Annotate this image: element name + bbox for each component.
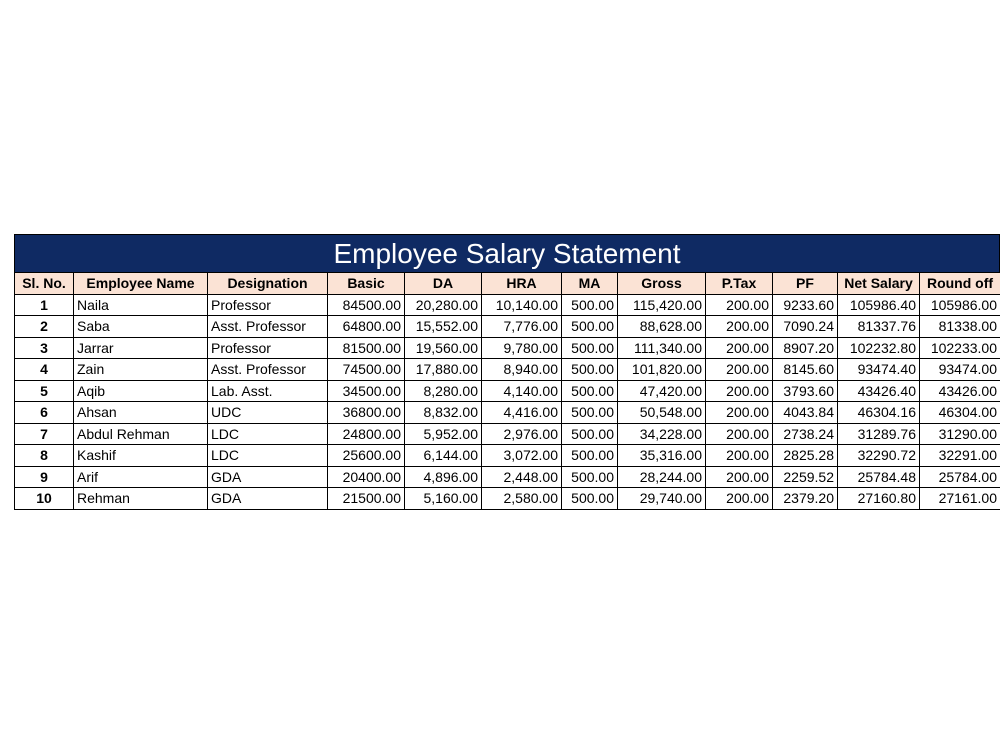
table-cell: 102232.80 — [838, 337, 920, 359]
table-cell: 8,280.00 — [405, 380, 482, 402]
table-cell: 34500.00 — [328, 380, 405, 402]
table-cell: 200.00 — [706, 359, 773, 381]
table-cell: 8 — [15, 445, 74, 467]
table-cell: 500.00 — [562, 380, 618, 402]
table-cell: 7 — [15, 423, 74, 445]
table-cell: 64800.00 — [328, 316, 405, 338]
table-cell: 5,952.00 — [405, 423, 482, 445]
salary-table — [14, 272, 1000, 510]
table-cell: Naila — [74, 294, 208, 316]
column-header: Net Salary — [838, 273, 920, 295]
table-cell: 200.00 — [706, 402, 773, 424]
column-header: Round off — [920, 273, 1000, 295]
table-cell: 2379.20 — [773, 488, 838, 510]
table-cell: 105986.40 — [838, 294, 920, 316]
column-header: Employee Name — [74, 273, 208, 295]
table-row — [15, 380, 1000, 402]
table-cell: 3 — [15, 337, 74, 359]
table-cell: 4,416.00 — [482, 402, 562, 424]
column-header: PF — [773, 273, 838, 295]
table-cell: 36800.00 — [328, 402, 405, 424]
sheet-title: Employee Salary Statement — [14, 234, 1000, 272]
table-cell: 46304.00 — [920, 402, 1000, 424]
table-cell: 20400.00 — [328, 466, 405, 488]
header-row — [15, 273, 1000, 295]
table-cell: 101,820.00 — [618, 359, 706, 381]
table-cell: 81500.00 — [328, 337, 405, 359]
table-cell: 200.00 — [706, 316, 773, 338]
table-cell: 9,780.00 — [482, 337, 562, 359]
table-cell: 34,228.00 — [618, 423, 706, 445]
table-cell: 2738.24 — [773, 423, 838, 445]
table-cell: Ahsan — [74, 402, 208, 424]
table-cell: LDC — [208, 423, 328, 445]
table-cell: Arif — [74, 466, 208, 488]
table-cell: 500.00 — [562, 316, 618, 338]
table-row — [15, 402, 1000, 424]
column-header: Basic — [328, 273, 405, 295]
table-cell: Professor — [208, 294, 328, 316]
table-cell: 9 — [15, 466, 74, 488]
table-cell: 8,940.00 — [482, 359, 562, 381]
table-cell: Saba — [74, 316, 208, 338]
table-cell: 43426.40 — [838, 380, 920, 402]
column-header: P.Tax — [706, 273, 773, 295]
table-cell: 200.00 — [706, 423, 773, 445]
table-row — [15, 359, 1000, 381]
table-cell: 47,420.00 — [618, 380, 706, 402]
table-cell: 200.00 — [706, 294, 773, 316]
table-cell: 10 — [15, 488, 74, 510]
column-header: DA — [405, 273, 482, 295]
table-cell: 81337.76 — [838, 316, 920, 338]
table-cell: 74500.00 — [328, 359, 405, 381]
table-cell: 2 — [15, 316, 74, 338]
column-header: Sl. No. — [15, 273, 74, 295]
table-cell: Lab. Asst. — [208, 380, 328, 402]
table-cell: 43426.00 — [920, 380, 1000, 402]
table-cell: 84500.00 — [328, 294, 405, 316]
table-cell: 500.00 — [562, 337, 618, 359]
table-cell: 7090.24 — [773, 316, 838, 338]
table-cell: 5,160.00 — [405, 488, 482, 510]
table-cell: 25784.48 — [838, 466, 920, 488]
table-cell: 111,340.00 — [618, 337, 706, 359]
table-cell: 500.00 — [562, 359, 618, 381]
table-cell: 2,580.00 — [482, 488, 562, 510]
table-cell: 105986.00 — [920, 294, 1000, 316]
table-cell: 500.00 — [562, 488, 618, 510]
table-row — [15, 466, 1000, 488]
table-cell: 5 — [15, 380, 74, 402]
table-cell: 81338.00 — [920, 316, 1000, 338]
column-header: Gross — [618, 273, 706, 295]
table-cell: 500.00 — [562, 402, 618, 424]
table-cell: 500.00 — [562, 423, 618, 445]
table-cell: 7,776.00 — [482, 316, 562, 338]
table-row — [15, 337, 1000, 359]
table-cell: GDA — [208, 466, 328, 488]
table-cell: GDA — [208, 488, 328, 510]
table-cell: 50,548.00 — [618, 402, 706, 424]
table-cell: 10,140.00 — [482, 294, 562, 316]
table-cell: Rehman — [74, 488, 208, 510]
table-cell: 32290.72 — [838, 445, 920, 467]
table-row — [15, 423, 1000, 445]
table-cell: Jarrar — [74, 337, 208, 359]
table-cell: 27160.80 — [838, 488, 920, 510]
table-body — [15, 294, 1000, 509]
table-cell: 17,880.00 — [405, 359, 482, 381]
table-cell: 8,832.00 — [405, 402, 482, 424]
table-cell: 25600.00 — [328, 445, 405, 467]
table-row — [15, 316, 1000, 338]
table-cell: 46304.16 — [838, 402, 920, 424]
table-cell: LDC — [208, 445, 328, 467]
table-cell: 200.00 — [706, 488, 773, 510]
table-cell: 200.00 — [706, 337, 773, 359]
table-cell: UDC — [208, 402, 328, 424]
table-cell: Zain — [74, 359, 208, 381]
table-cell: 4 — [15, 359, 74, 381]
table-cell: 21500.00 — [328, 488, 405, 510]
table-cell: 19,560.00 — [405, 337, 482, 359]
table-cell: 8145.60 — [773, 359, 838, 381]
table-cell: 88,628.00 — [618, 316, 706, 338]
table-cell: 2825.28 — [773, 445, 838, 467]
table-cell: Aqib — [74, 380, 208, 402]
table-cell: 200.00 — [706, 466, 773, 488]
table-cell: 500.00 — [562, 466, 618, 488]
table-cell: 200.00 — [706, 445, 773, 467]
table-cell: 1 — [15, 294, 74, 316]
table-cell: 9233.60 — [773, 294, 838, 316]
table-cell: 93474.40 — [838, 359, 920, 381]
table-cell: 2,448.00 — [482, 466, 562, 488]
table-cell: 102233.00 — [920, 337, 1000, 359]
table-cell: 6,144.00 — [405, 445, 482, 467]
table-cell: 115,420.00 — [618, 294, 706, 316]
column-header: MA — [562, 273, 618, 295]
table-cell: 31290.00 — [920, 423, 1000, 445]
table-cell: Abdul Rehman — [74, 423, 208, 445]
salary-sheet — [14, 234, 1000, 510]
table-cell: 25784.00 — [920, 466, 1000, 488]
table-cell: 31289.76 — [838, 423, 920, 445]
table-cell: 2,976.00 — [482, 423, 562, 445]
table-cell: 3793.60 — [773, 380, 838, 402]
table-cell: 8907.20 — [773, 337, 838, 359]
table-cell: Kashif — [74, 445, 208, 467]
table-cell: 2259.52 — [773, 466, 838, 488]
column-header: Designation — [208, 273, 328, 295]
table-cell: 93474.00 — [920, 359, 1000, 381]
table-cell: 28,244.00 — [618, 466, 706, 488]
table-cell: 35,316.00 — [618, 445, 706, 467]
table-cell: 4043.84 — [773, 402, 838, 424]
table-cell: 200.00 — [706, 380, 773, 402]
table-cell: 15,552.00 — [405, 316, 482, 338]
column-header: HRA — [482, 273, 562, 295]
table-cell: 27161.00 — [920, 488, 1000, 510]
table-cell: 500.00 — [562, 294, 618, 316]
table-row — [15, 445, 1000, 467]
table-cell: 3,072.00 — [482, 445, 562, 467]
table-cell: Asst. Professor — [208, 316, 328, 338]
table-row — [15, 488, 1000, 510]
table-cell: Professor — [208, 337, 328, 359]
table-cell: Asst. Professor — [208, 359, 328, 381]
table-cell: 4,140.00 — [482, 380, 562, 402]
table-cell: 24800.00 — [328, 423, 405, 445]
table-cell: 500.00 — [562, 445, 618, 467]
table-cell: 20,280.00 — [405, 294, 482, 316]
table-cell: 29,740.00 — [618, 488, 706, 510]
table-cell: 6 — [15, 402, 74, 424]
table-cell: 32291.00 — [920, 445, 1000, 467]
table-row — [15, 294, 1000, 316]
table-cell: 4,896.00 — [405, 466, 482, 488]
